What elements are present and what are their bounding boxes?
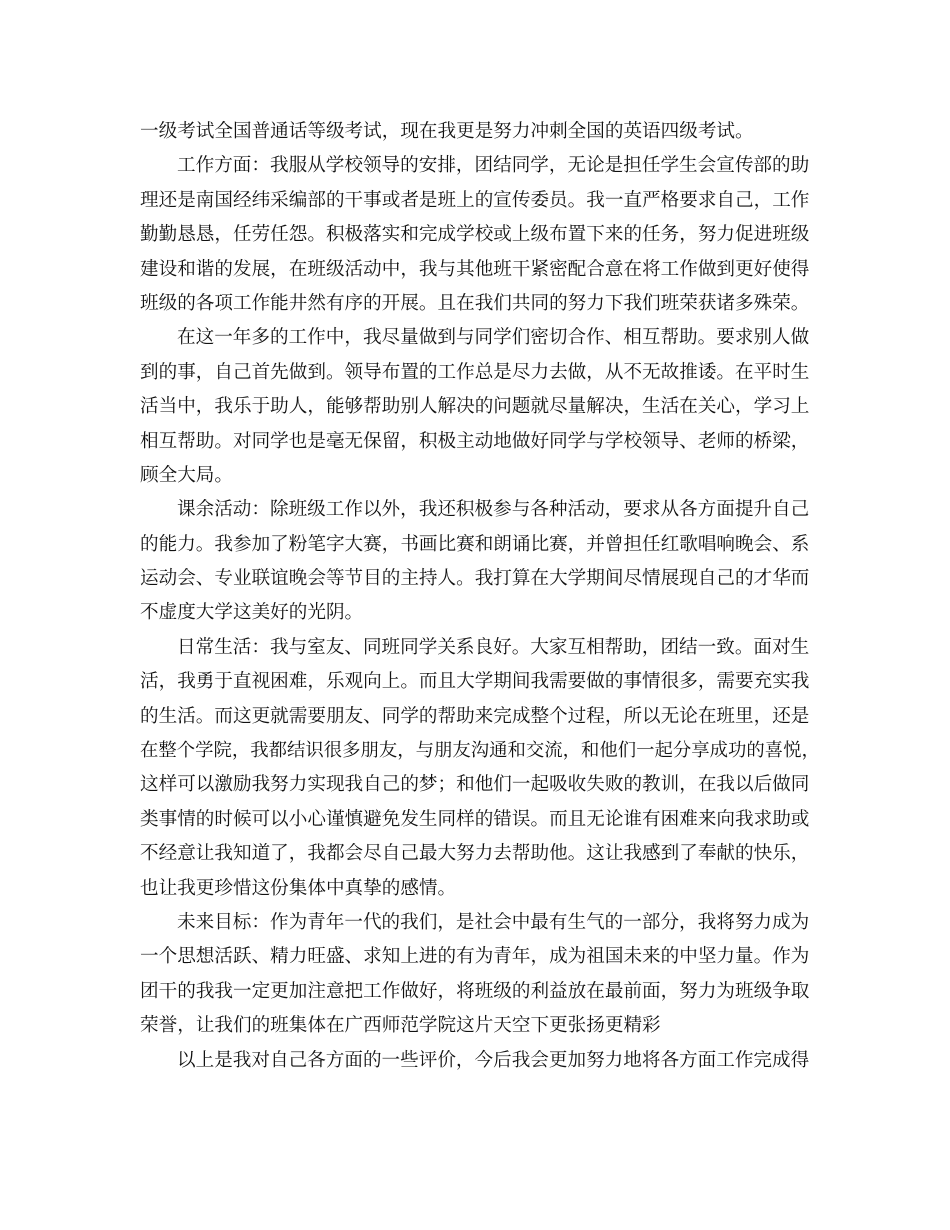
text-line: 勤勤恳恳，任劳任怨。积极落实和完成学校或上级布置下来的任务，努力促进班级	[140, 224, 810, 246]
text-line: 荣誉，让我们的班集体在广西师范学院这片天空下更张扬更精彩	[140, 1015, 661, 1037]
text-line: 以上是我对自己各方面的一些评价，今后我会更加努力地将各方面工作完成得	[177, 1049, 810, 1071]
text-line: 日常生活：我与室友、同班同学关系良好。大家互相帮助，团结一致。面对生	[177, 636, 810, 658]
text-line: 这样可以激励我努力实现我自己的梦；和他们一起吸收失败的教训，在我以后做同	[140, 774, 810, 796]
text-line: 不经意让我知道了，我都会尽自己最大努力去帮助他。这让我感到了奉献的快乐，	[140, 843, 810, 865]
text-line: 的生活。而这更就需要朋友、同学的帮助来完成整个过程，所以无论在班里，还是	[140, 705, 810, 727]
text-line: 相互帮助。对同学也是毫无保留，积极主动地做好同学与学校领导、老师的桥梁，	[140, 430, 810, 452]
text-line: 的能力。我参加了粉笔字大赛，书画比赛和朗诵比赛，并曾担任红歌唱响晚会、系	[140, 533, 810, 555]
text-line: 运动会、专业联谊晚会等节目的主持人。我打算在大学期间尽情展现自己的才华而	[140, 568, 810, 590]
document-body	[140, 115, 820, 1078]
text-line: 班级的各项工作能井然有序的开展。且在我们共同的努力下我们班荣获诸多殊荣。	[140, 292, 810, 314]
text-line: 理还是南国经纬采编部的干事或者是班上的宣传委员。我一直严格要求自己，工作	[140, 189, 810, 211]
text-line: 也让我更珍惜这份集体中真挚的感情。	[140, 877, 457, 899]
text-line: 建设和谐的发展，在班级活动中，我与其他班干紧密配合意在将工作做到更好使得	[140, 258, 810, 280]
text-line: 一个思想活跃、精力旺盛、求知上进的有为青年，成为祖国未来的中坚力量。作为	[140, 946, 810, 968]
text-line: 工作方面：我服从学校领导的安排，团结同学，无论是担任学生会宣传部的助	[177, 155, 810, 177]
text-line: 在整个学院，我都结识很多朋友，与朋友沟通和交流，和他们一起分享成功的喜悦，	[140, 740, 820, 762]
text-line: 一级考试全国普通话等级考试，现在我更是努力冲刺全国的英语四级考试。	[140, 121, 754, 142]
text-line: 在这一年多的工作中，我尽量做到与同学们密切合作、相互帮助。要求别人做	[177, 327, 810, 349]
text-line: 课余活动：除班级工作以外，我还积极参与各种活动，要求从各方面提升自己	[177, 499, 810, 521]
text-line: 顾全大局。	[140, 464, 233, 486]
text-line: 类事情的时候可以小心谨慎避免发生同样的错误。而且无论谁有困难来向我求助或	[140, 808, 810, 830]
text-line: 不虚度大学这美好的光阴。	[140, 602, 364, 624]
text-line: 活当中，我乐于助人，能够帮助别人解决的问题就尽量解决，生活在关心，学习上	[140, 396, 810, 418]
text-line: 团干的我我一定更加注意把工作做好，将班级的利益放在最前面，努力为班级争取	[140, 980, 810, 1002]
text-line: 活，我勇于直视困难，乐观向上。而且大学期间我需要做的事情很多，需要充实我	[140, 671, 810, 693]
text-line: 未来目标：作为青年一代的我们，是社会中最有生气的一部分，我将努力成为	[177, 911, 810, 933]
text-line: 到的事，自己首先做到。领导布置的工作总是尽力去做，从不无故推诿。在平时生	[140, 361, 810, 383]
